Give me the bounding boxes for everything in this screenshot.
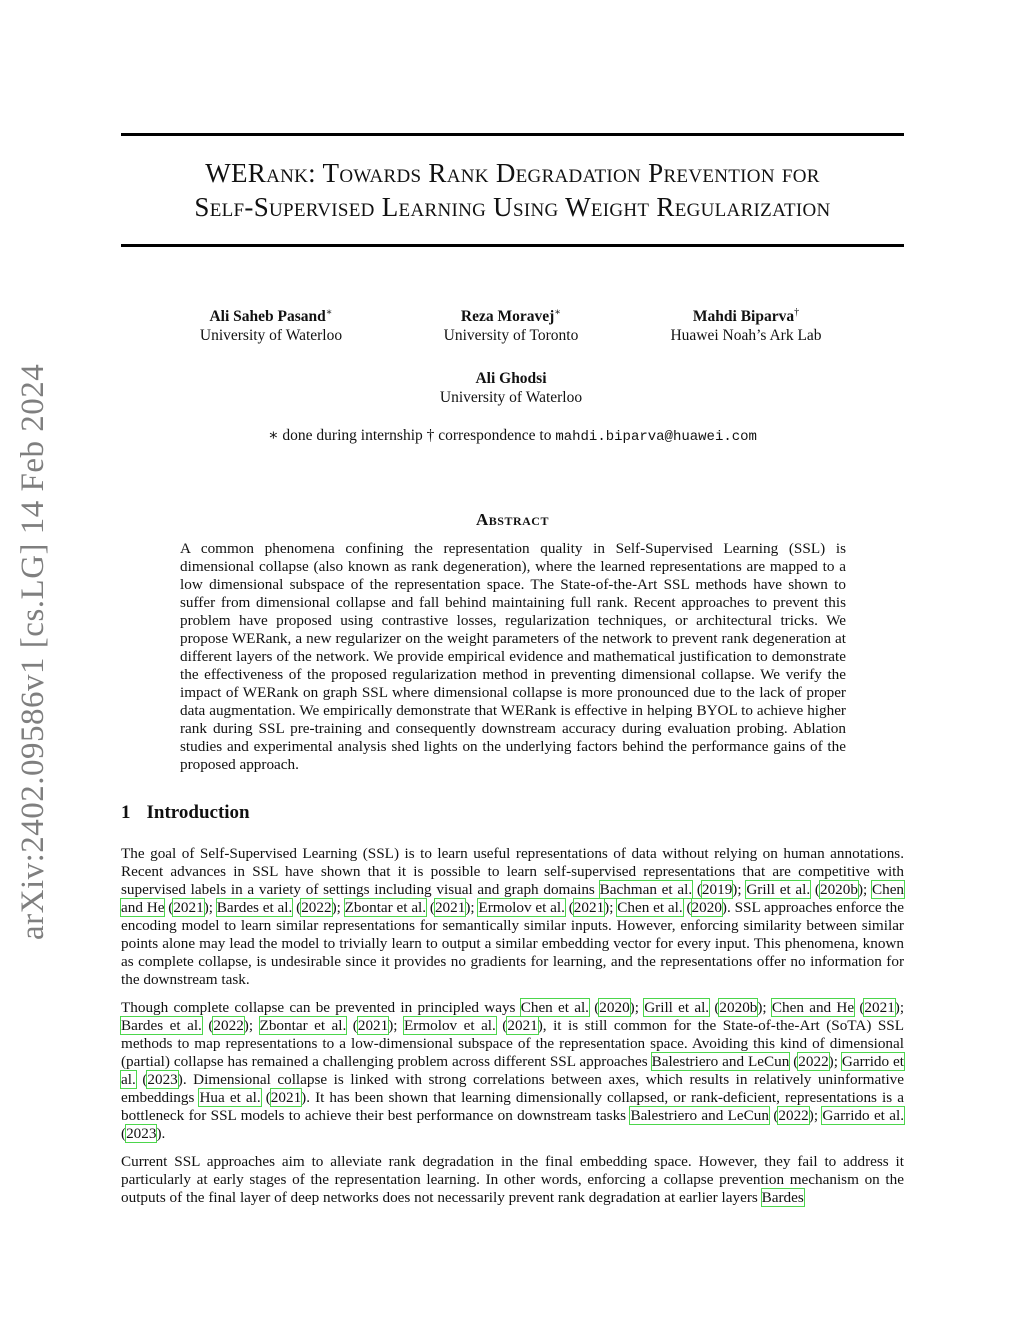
citation-link[interactable]: 2022	[798, 1053, 829, 1070]
paragraph-text: );	[203, 899, 217, 916]
citation-link[interactable]: 2021	[357, 1017, 389, 1034]
author-mark: ∗	[325, 307, 333, 318]
paragraph-text: );	[894, 999, 905, 1016]
paragraph-text: ). SSL approaches enforce the encoding model to learn similar representations for semantically similar inputs. However, enforcing similarity between similar points alone may lead the model to trivially learn to output a similar embedding vector for every input. This phenomena, known as complete collapse, is undesirable since it provides no gradients for learning, and the representations offer no information for the downstream task.	[121, 899, 905, 988]
paragraph-text: ). It has been shown that learning dimensionally collapsed, or rank-deficient, representations is a bottleneck for SSL models to achieve their best performance on downstream tasks	[121, 1089, 904, 1124]
author-affiliation: University of Waterloo	[199, 327, 343, 345]
paragraph-text: (	[810, 881, 820, 898]
paragraph-text: (	[292, 899, 302, 916]
abstract-text: A common phenomena confining the representation quality in Self-Supervised Learning (SSL) is dimensional collapse (also known as rank degeneration), where the learned representations are mapped to a low dimensional subspace of the representation space. The State-of-the-Art SSL methods have shown to suffer from dimensional collapse and fall behind maintaining full rank. Recent approaches to prevent this problem have proposed using contrastive losses, regularization techniques, or architectural tricks. We propose WERank, a new regularizer on the weight parameters of the network to prevent rank degeneration at different layers of the network. We provide empirical evidence and mathematical justification to demonstrate the effectiveness of the proposed regularization method in preventing dimensional collapse. We verify the impact of WERank on graph SSL where dimensional collapse is more pronounced due to the lack of proper data augmentation. We empirically demonstrate that WERank is effective in helping BYOL to achieve higher rank during SSL pre-training and consequently downstream accuracy during evaluation probing. Ablation studies and experimental analysis shed lights on the underlying factors behind the performance gains of the proposed approach.	[180, 540, 846, 773]
title-line-2-text: Self-Supervised Learning Using Weight Regularization	[194, 192, 831, 222]
paragraph-text: );	[828, 1053, 842, 1070]
paragraph-text: (	[201, 1017, 214, 1034]
paragraph-text: (	[346, 1017, 358, 1034]
title-line-2	[121, 190, 904, 224]
paragraph-text: );	[331, 899, 345, 916]
paragraph-text: );	[857, 881, 872, 898]
paragraph-text: );	[732, 881, 747, 898]
paragraph-text: (	[588, 999, 600, 1016]
paragraph-text: );	[629, 999, 645, 1016]
author-name: Reza Moravej	[460, 308, 555, 326]
citation-link[interactable]: Chen et al.	[520, 999, 589, 1016]
title-line-1-text: WERank: Towards Rank Degradation Prevention for	[205, 158, 820, 188]
citation-link[interactable]: Balestriero and LeCun	[630, 1107, 769, 1124]
citation-link[interactable]: 2022	[778, 1107, 809, 1124]
paragraph-1	[121, 845, 904, 989]
paragraph-text: (	[709, 999, 720, 1016]
arxiv-identifier: arXiv:2402.09586v1 [cs.LG] 14 Feb 2024	[15, 363, 51, 940]
citation-link[interactable]: 2021	[173, 899, 204, 916]
paragraph-text: (	[789, 1053, 799, 1070]
citation-link[interactable]: Bachman et al.	[599, 881, 693, 898]
section-number: 1	[121, 802, 131, 823]
author-mark: †	[794, 307, 800, 318]
author-name: Mahdi Biparva	[692, 308, 795, 326]
paragraph-text: (	[682, 899, 692, 916]
paragraph-text: );	[757, 999, 772, 1016]
citation-link[interactable]: Bardes et al.	[121, 1017, 202, 1034]
paragraph-text: (	[564, 899, 574, 916]
author-3	[646, 303, 846, 345]
author-affiliation: Huawei Noah’s Ark Lab	[670, 327, 822, 345]
paragraph-3	[121, 1153, 904, 1207]
section-heading	[121, 802, 250, 824]
citation-link[interactable]: 2023	[147, 1071, 178, 1088]
citation-link[interactable]: 2021	[270, 1089, 302, 1106]
section-title: Introduction	[146, 802, 250, 823]
paragraph-text: );	[243, 1017, 260, 1034]
citation-link[interactable]: 2021	[573, 899, 605, 916]
paragraph-text: The goal of Self-Supervised Learning (SSL) is to learn useful representations of data without relying on human annotations. Recent advances in SSL have shown that it is possible to learn self-supervised representations that are competitive with supervised labels in a variety of settings including visual and graph domains	[121, 845, 904, 898]
citation-link[interactable]: Garrido et al.	[121, 1053, 904, 1088]
title-rule-top	[121, 133, 904, 136]
author-notes-text: ∗ done during internship † correspondence to	[268, 427, 556, 444]
citation-link[interactable]: 2023	[126, 1125, 157, 1142]
citation-link[interactable]: 2020b	[819, 881, 858, 898]
citation-link[interactable]: 2021	[507, 1017, 538, 1034]
citation-link[interactable]: 2019	[701, 881, 733, 898]
paragraph-text: (	[135, 1071, 148, 1088]
citation-link[interactable]: 2022	[213, 1017, 244, 1034]
citation-link[interactable]: Bardes	[761, 1189, 804, 1206]
paragraph-text: (	[164, 899, 174, 916]
author-notes	[121, 426, 904, 445]
paragraph-text: );	[388, 1017, 404, 1034]
citation-link[interactable]: Balestriero and LeCun	[651, 1053, 790, 1070]
author-2	[411, 303, 611, 345]
citation-link[interactable]: 2021	[434, 899, 466, 916]
paragraph-text: Though complete collapse can be prevented in principled ways	[121, 999, 521, 1016]
paragraph-text: ), it is still common for the State-of-the-Art (SoTA) SSL methods to map representations to a low-dimensional subspace of the representation space. Avoiding this kind of dimensional (partial) collapse has remained a challenging problem across different SSL approaches	[121, 1017, 905, 1070]
citation-link[interactable]: Hua et al.	[199, 1089, 261, 1106]
paragraph-text: (	[121, 1125, 127, 1142]
citation-link[interactable]: Grill et al.	[746, 881, 811, 898]
citation-link[interactable]: Zbontar et al.	[259, 1017, 347, 1034]
citation-link[interactable]: Chen and He	[771, 999, 855, 1016]
title-line-1	[121, 156, 904, 190]
citation-link[interactable]: Chen and He	[121, 881, 905, 916]
citation-link[interactable]: 2021	[864, 999, 895, 1016]
author-name: Ali Ghodsi	[475, 370, 547, 387]
author-mark: ∗	[554, 307, 562, 318]
paragraph-text: (	[260, 1089, 271, 1106]
citation-link[interactable]: Chen et al.	[617, 899, 683, 916]
citation-link[interactable]: Ermolov et al.	[404, 1017, 496, 1034]
citation-link[interactable]: 2022	[301, 899, 332, 916]
author-name: Ali Saheb Pasand	[209, 308, 326, 326]
citation-link[interactable]: Grill et al.	[644, 999, 710, 1016]
paragraph-text: );	[604, 899, 618, 916]
citation-link[interactable]: 2020	[691, 899, 722, 916]
paragraph-text: (	[426, 899, 435, 916]
paper-title	[121, 156, 904, 224]
author-1	[171, 303, 371, 345]
title-rule-bottom	[121, 244, 904, 247]
paragraph-text: (	[854, 999, 865, 1016]
citation-link[interactable]: 2020	[599, 999, 630, 1016]
citation-link[interactable]: Bardes et al.	[216, 899, 293, 916]
paragraph-text: );	[808, 1107, 823, 1124]
citation-link[interactable]: Garrido et al.	[822, 1107, 904, 1124]
paragraph-text: ). Dimensional collapse is linked with strong correlations between axes, which results in relatively uninformative embeddings	[121, 1071, 904, 1106]
paragraph-text: (	[692, 881, 702, 898]
paragraph-text: (	[769, 1107, 779, 1124]
abstract-heading: Abstract	[476, 510, 549, 529]
citation-link[interactable]: Zbontar et al.	[344, 899, 427, 916]
paragraph-text: Current SSL approaches aim to alleviate rank degradation in the final embedding space. However, they fail to address it particularly at early stages of the representation learning. In other words, enforcing a collapse prevention mechanism on the outputs of the final layer of deep networks does not necessarily prevent rank degradation at earlier layers	[121, 1153, 904, 1206]
author-affiliation: University of Toronto	[443, 327, 579, 345]
citation-link[interactable]: 2020b	[719, 999, 758, 1016]
paragraph-text: );	[465, 899, 479, 916]
author-affiliation: University of Waterloo	[439, 389, 583, 406]
paragraph-2	[121, 999, 904, 1143]
paragraph-text: ).	[156, 1125, 166, 1142]
author-4	[411, 369, 611, 407]
paragraph-text: (	[495, 1017, 508, 1034]
citation-link[interactable]: Ermolov et al.	[478, 899, 565, 916]
contact-email[interactable]: mahdi.biparva@huawei.com	[555, 429, 757, 445]
